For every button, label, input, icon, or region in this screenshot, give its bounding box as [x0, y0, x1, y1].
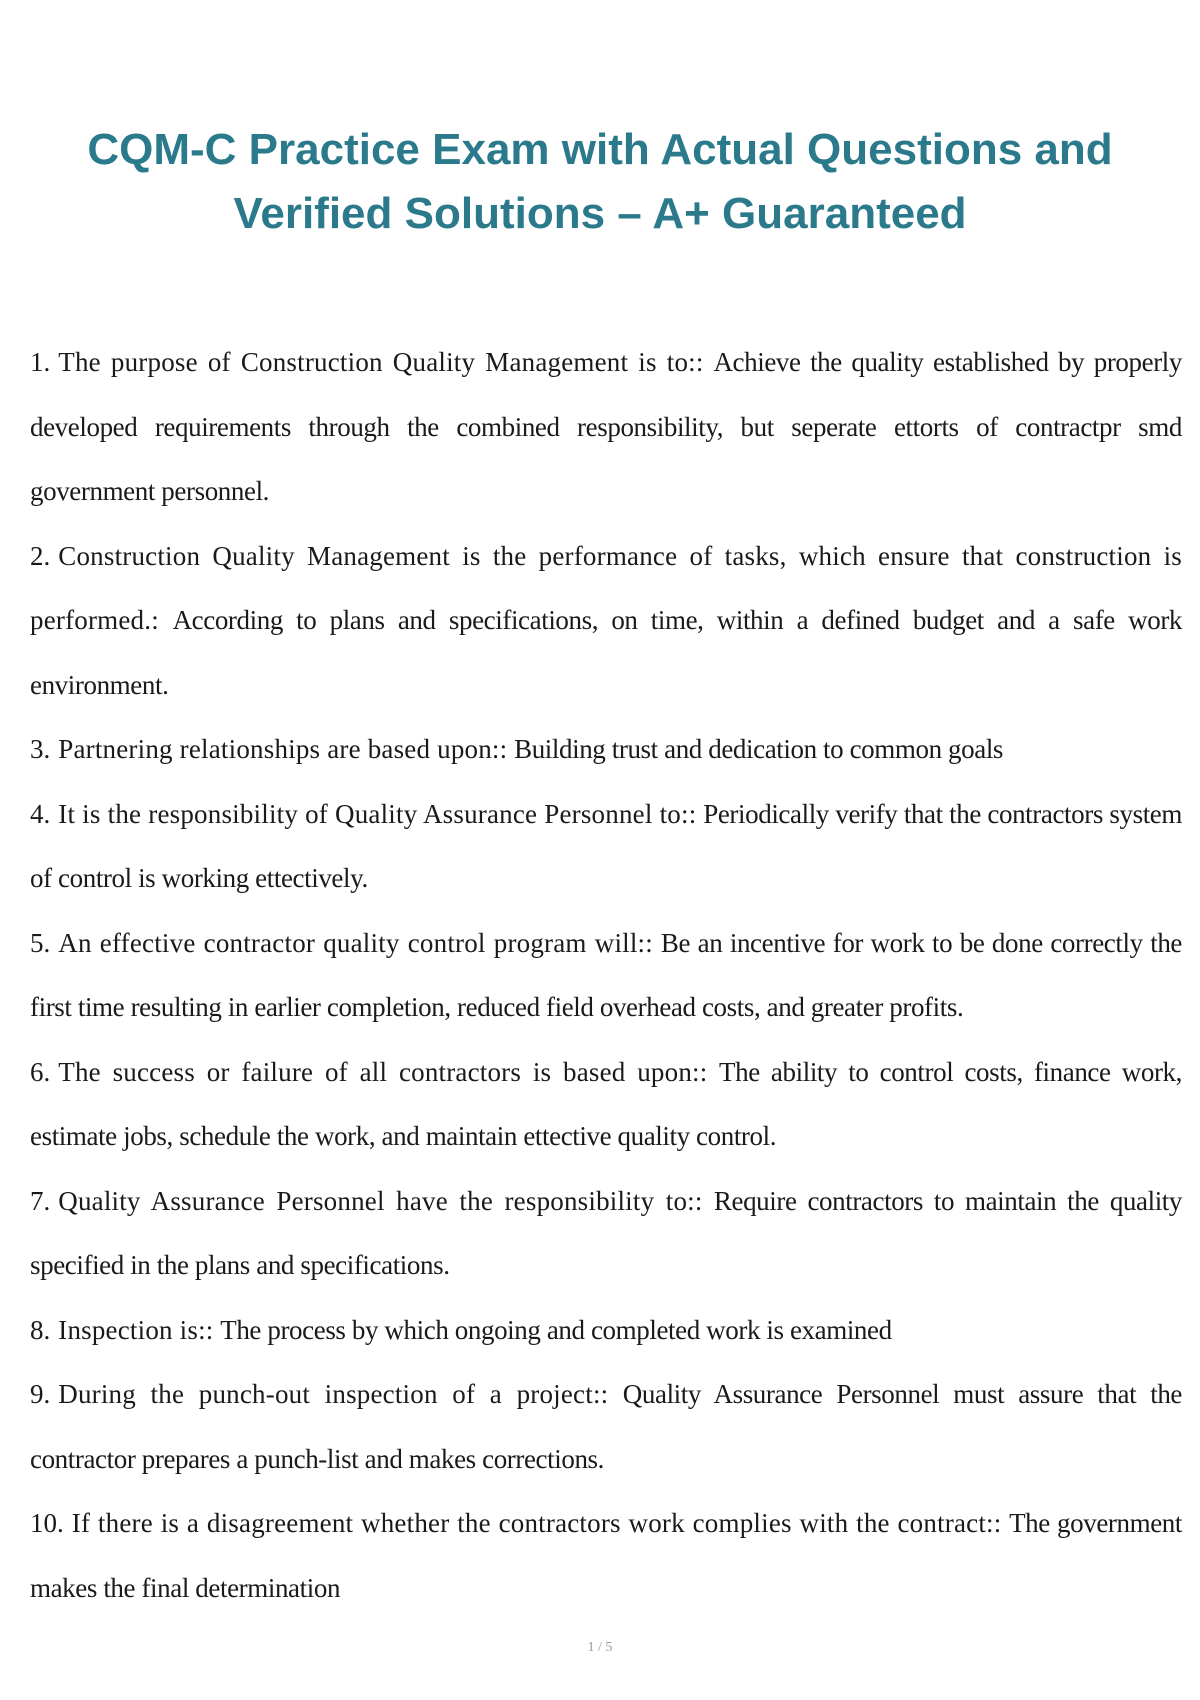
question-text: If there is a disagreement whether the contractors work complies with the contract::	[71, 1508, 1002, 1538]
answer-text: Require contractors to maintain the quality specified in the plans and specifications.	[30, 1185, 1183, 1280]
list-item	[30, 1491, 1182, 1620]
answer-text: Building trust and dedication to common goals	[514, 734, 1004, 764]
list-item	[30, 1298, 1182, 1363]
question-text: The success or failure of all contractors is based upon::	[58, 1056, 708, 1087]
answer-text: The government makes the final determination	[30, 1508, 1183, 1603]
list-item	[30, 782, 1182, 911]
answer-text: Periodically verify that the contractors system of control is working ettectively.	[30, 798, 1182, 893]
answer-text: Achieve the quality established by properly developed requirements through the combined responsibility, but seperate ettorts of contractpr smd government personnel.	[30, 347, 1182, 506]
question-text: Construction Quality Management is the performance of tasks, which ensure that construction is performed.:	[30, 540, 1182, 635]
question-number: 2.	[30, 540, 51, 571]
page-title	[40, 118, 1160, 246]
question-number: 3.	[30, 734, 51, 764]
answer-text: Quality Assurance Personnel must assure that the contractor prepares a punch-list and makes corrections.	[30, 1379, 1182, 1474]
answer-text: According to plans and specifications, on time, within a defined budget and a safe work environment.	[30, 605, 1183, 700]
list-item	[30, 1362, 1182, 1491]
question-number: 5.	[30, 927, 51, 958]
question-text: The purpose of Construction Quality Management is to::	[58, 347, 704, 377]
question-text: During the punch-out inspection of a project::	[58, 1379, 609, 1409]
question-text: It is the responsibility of Quality Assurance Personnel to::	[58, 798, 697, 829]
question-number: 1.	[30, 347, 51, 377]
list-item	[30, 1169, 1182, 1298]
list-item	[30, 330, 1182, 524]
page-number: 1 / 5	[587, 1640, 613, 1655]
question-number: 4.	[30, 798, 51, 829]
question-text: An effective contractor quality control program will::	[58, 927, 653, 958]
question-number: 10.	[30, 1508, 64, 1538]
title-line-2: Verified Solutions – A+ Guaranteed	[233, 189, 967, 238]
question-number: 7.	[30, 1185, 51, 1216]
list-item	[30, 1040, 1182, 1169]
answer-text: The process by which ongoing and completed work is examined	[220, 1314, 892, 1345]
list-item	[30, 717, 1182, 782]
question-number: 9.	[30, 1379, 51, 1409]
question-number: 8.	[30, 1314, 51, 1345]
list-item	[30, 911, 1182, 1040]
answer-text: The ability to control costs, finance work, estimate jobs, schedule the work, and maintain ettective quality control.	[30, 1056, 1182, 1151]
list-item	[30, 524, 1182, 718]
question-text: Quality Assurance Personnel have the responsibility to::	[58, 1185, 703, 1216]
question-list	[30, 330, 1182, 1620]
title-line-1: CQM-C Practice Exam with Actual Questions and	[87, 125, 1113, 174]
answer-text: Be an incentive for work to be done correctly the first time resulting in earlier completion, reduced field overhead costs, and greater profits.	[30, 927, 1183, 1022]
question-text: Inspection is::	[58, 1314, 214, 1345]
question-number: 6.	[30, 1056, 51, 1087]
question-text: Partnering relationships are based upon::	[58, 734, 508, 764]
